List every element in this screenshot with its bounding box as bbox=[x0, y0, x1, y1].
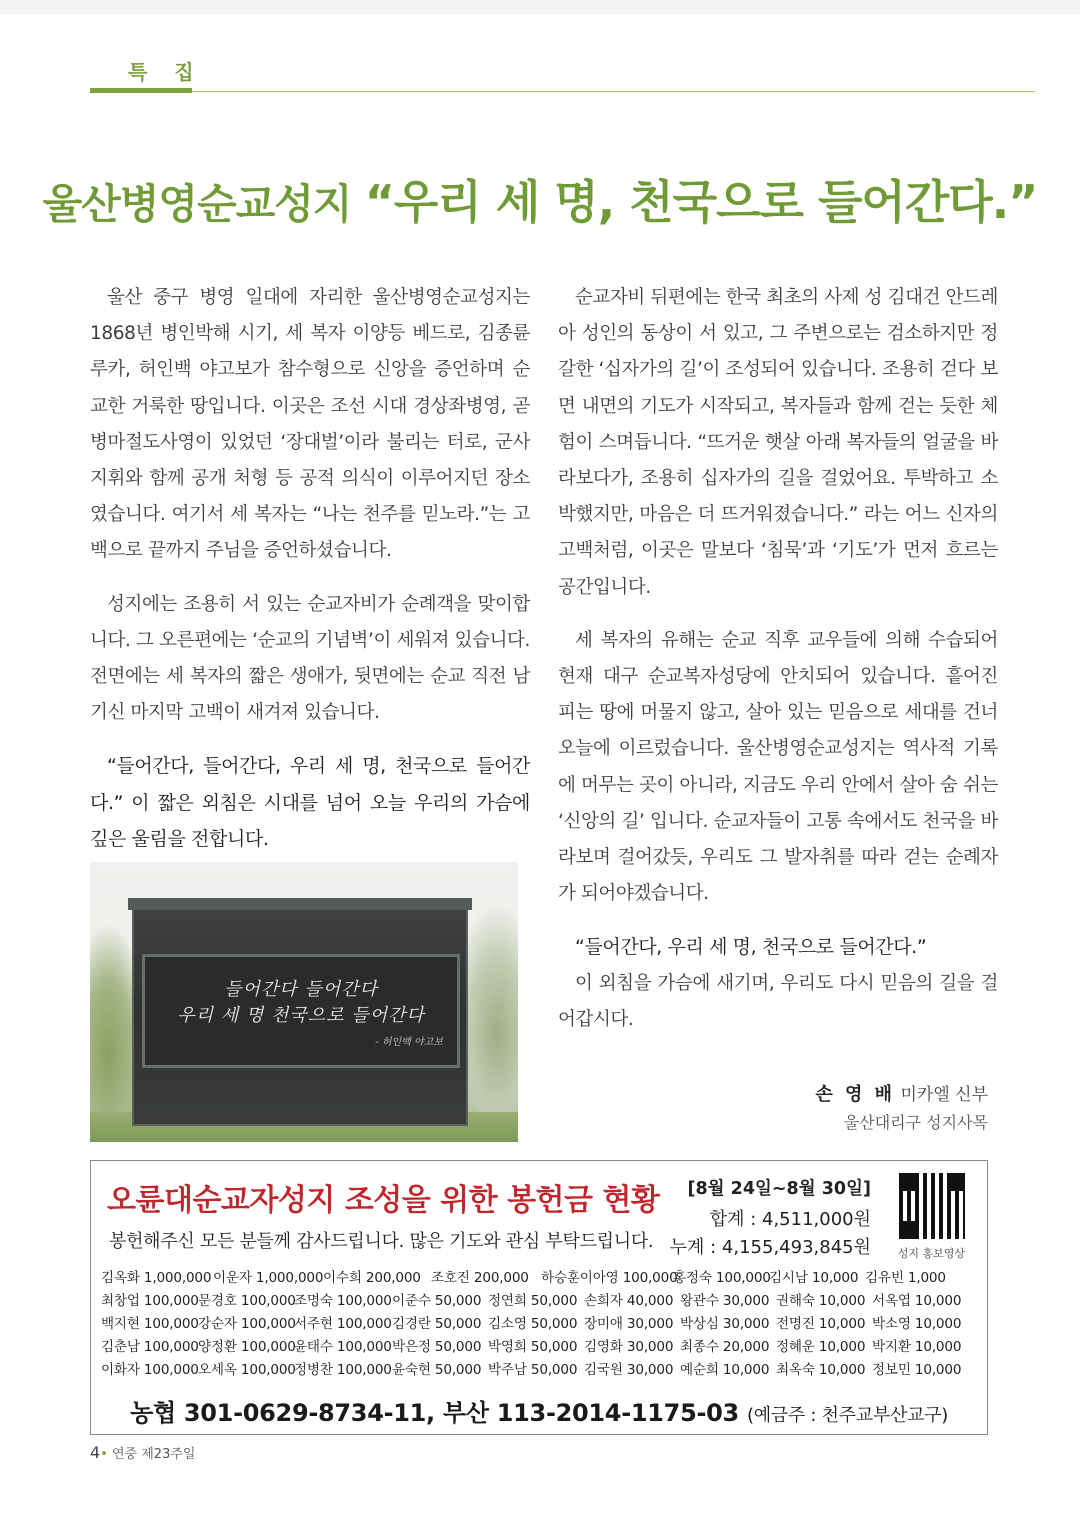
headline bbox=[0, 166, 1080, 232]
inscription-line1: 들어간다 들어간다 bbox=[224, 979, 378, 1000]
donor-entry: 김국원 30,000 bbox=[584, 1362, 674, 1378]
donor-entry: 전명진 10,000 bbox=[776, 1316, 866, 1332]
donor-entry: 윤숙현 50,000 bbox=[392, 1362, 482, 1378]
donor-entry: 조명숙 100,000 bbox=[294, 1293, 392, 1309]
donor-entry: 김춘남 100,000 bbox=[101, 1339, 199, 1355]
donor-entry: 이운자 1,000,000 bbox=[213, 1270, 324, 1286]
donor-entry: 손희자 40,000 bbox=[584, 1293, 674, 1309]
qr-caption: 성지 홍보영상 bbox=[897, 1247, 965, 1260]
donor-entry: 박은정 50,000 bbox=[392, 1339, 482, 1355]
donor-entry: 윤태수 100,000 bbox=[294, 1339, 392, 1355]
qr-code-icon[interactable] bbox=[899, 1173, 965, 1239]
donation-subtitle: 봉헌해주신 모든 분들께 감사드립니다. 많은 기도와 관심 부탁드립니다. bbox=[109, 1231, 654, 1252]
donation-title: 오륜대순교자성지 조성을 위한 봉헌금 현황 bbox=[107, 1183, 660, 1218]
donor-entry: 강순자 100,000 bbox=[198, 1316, 296, 1332]
account-holder: (예금주 : 천주교부산교구) bbox=[747, 1405, 948, 1426]
author-name: 손 영 배 bbox=[815, 1084, 896, 1105]
author-title: 미카엘 신부 bbox=[900, 1085, 988, 1105]
inscription-panel bbox=[142, 954, 460, 1068]
headline-quote: “우리 세 명, 천국으로 들어간다.” bbox=[364, 175, 1038, 229]
author-block bbox=[815, 1080, 988, 1133]
page-footer bbox=[90, 1443, 195, 1462]
section-divider bbox=[90, 91, 1035, 92]
footer-text: 연중 제23주일 bbox=[112, 1447, 196, 1462]
donor-entry: 이수희 200,000 bbox=[323, 1270, 421, 1286]
donor-row bbox=[101, 1359, 981, 1382]
top-bar bbox=[0, 0, 1080, 14]
paragraph: 성지에는 조용히 서 있는 순교자비가 순례객을 맞이합니다. 그 오른편에는 ‘순교의 기념벽’이 세워져 있습니다. 전면에는 세 복자의 짧은 생애가, 뒷면에는 순교 직전 남기신 마지막 고백이 새겨져 있습니다. bbox=[90, 593, 530, 724]
donation-cumulative: 누계 : 4,155,493,845원 bbox=[669, 1237, 871, 1258]
donor-entry: 김유빈 1,000 bbox=[865, 1270, 946, 1286]
bank-account bbox=[91, 1393, 987, 1428]
quote-paragraph: “들어간다, 우리 세 명, 천국으로 들어간다.” bbox=[575, 936, 927, 959]
paragraph: 순교자비 뒤편에는 한국 최초의 사제 성 김대건 안드레아 성인의 동상이 서 있고, 그 주변으로는 검소하지만 정갈한 ‘십자가의 길’이 조성되어 있습니다. 조용히 걷다 보면 내면의 기도가 시작되고, 복자들과 함께 걷는 듯한 체험이 스며듭니다. “뜨거운 햇살 아래 복자들의 얼굴을 바라보다가, 조용히 십자가의 길을 걸었어요. 투박하고 소박했지만, 마음은 더 뜨거워졌습니다.” 라는 어느 신자의 고백처럼, 이곳은 말보다 ‘침묵’과 ‘기도’가 먼저 흐르는 공간입니다. bbox=[558, 287, 998, 598]
donor-entry: 김옥화 1,000,000 bbox=[101, 1270, 212, 1286]
donation-period: [8월 24일~8월 30일] bbox=[687, 1179, 871, 1199]
closing-paragraph: 이 외침을 가슴에 새기며, 우리도 다시 믿음의 길을 걸어갑시다. bbox=[558, 972, 998, 1030]
paragraph: 울산 중구 병영 일대에 자리한 울산병영순교성지는 1868년 병인박해 시기, 세 복자 이양등 베드로, 김종륜 루카, 허인백 야고보가 참수형으로 신앙을 증언하며 순교한 거룩한 땅입니다. 이곳은 조선 시대 경상좌병영, 곧 병마절도사영이 있었던 ‘장대벌’이라 불리는 터로, 군사 지휘와 함께 공개 처형 등 공적 의식이 이루어지던 장소였습니다. 여기서 세 복자는 “나는 천주를 믿노라.”는 고백으로 끝까지 주님을 증언하셨습니다. bbox=[90, 287, 530, 562]
wall-cap bbox=[128, 898, 472, 910]
memorial-wall bbox=[132, 906, 468, 1126]
donor-entry: 정혜운 10,000 bbox=[776, 1339, 866, 1355]
quote-paragraph: “들어간다, 들어간다, 우리 세 명, 천국으로 들어간다.” 이 짧은 외침은 시대를 넘어 오늘 우리의 가슴에 깊은 울림을 전합니다. bbox=[90, 755, 530, 850]
headline-place: 울산병영순교성지 bbox=[42, 180, 352, 228]
donor-entry: 최옥숙 10,000 bbox=[776, 1362, 866, 1378]
donor-row bbox=[101, 1267, 981, 1290]
section-label: 특 집 bbox=[128, 60, 204, 84]
donor-row bbox=[101, 1290, 981, 1313]
bullet-icon: • bbox=[100, 1447, 108, 1462]
donor-entry: 하승훈이아영 100,000 bbox=[541, 1270, 678, 1286]
donor-entry: 왕관수 30,000 bbox=[680, 1293, 770, 1309]
inscription-signature: - 허인백 야고보 bbox=[375, 1037, 443, 1048]
donor-entry: 박지환 10,000 bbox=[872, 1339, 962, 1355]
right-column bbox=[558, 280, 998, 1055]
donor-entry: 이화자 100,000 bbox=[101, 1362, 199, 1378]
author-org: 울산대리구 성지사목 bbox=[843, 1113, 988, 1132]
donor-entry: 문경호 100,000 bbox=[198, 1293, 296, 1309]
donor-entry: 백지현 100,000 bbox=[101, 1316, 199, 1332]
left-column bbox=[90, 280, 530, 874]
donor-entry: 박주남 50,000 bbox=[488, 1362, 578, 1378]
donor-row bbox=[101, 1336, 981, 1359]
donor-entry: 장미애 30,000 bbox=[584, 1316, 674, 1332]
donor-entry: 박소영 10,000 bbox=[872, 1316, 962, 1332]
donor-entry: 김시남 10,000 bbox=[769, 1270, 859, 1286]
donor-entry: 김경란 50,000 bbox=[392, 1316, 482, 1332]
donor-entry: 양정환 100,000 bbox=[198, 1339, 296, 1355]
donor-entry: 권해숙 10,000 bbox=[776, 1293, 866, 1309]
donor-entry: 서주현 100,000 bbox=[294, 1316, 392, 1332]
donor-list bbox=[101, 1267, 981, 1382]
donor-entry: 최창업 100,000 bbox=[101, 1293, 199, 1309]
donor-entry: 박상심 30,000 bbox=[680, 1316, 770, 1332]
donor-entry: 예순희 10,000 bbox=[680, 1362, 770, 1378]
paragraph: 세 복자의 유해는 순교 직후 교우들에 의해 수습되어 현재 대구 순교복자성당에 안치되어 있습니다. 흩어진 피는 땅에 머물지 않고, 살아 있는 믿음으로 세대를 건너 오늘에 이르렀습니다. 울산병영순교성지는 역사적 기록에 머무는 곳이 아니라, 지금도 우리 안에서 살아 숨 쉬는 ‘신앙의 길’ 입니다. 순교자들이 고통 속에서도 천국을 바라보며 걸어갔듯, 우리도 그 발자취를 따라 걷는 순례자가 되어야겠습니다. bbox=[558, 629, 998, 905]
donor-entry: 이준수 50,000 bbox=[392, 1293, 482, 1309]
donor-entry: 김소영 50,000 bbox=[488, 1316, 578, 1332]
section-accent-bar bbox=[90, 88, 192, 93]
donor-entry: 서옥엽 10,000 bbox=[872, 1293, 962, 1309]
donor-entry: 김영화 30,000 bbox=[584, 1339, 674, 1355]
donor-entry: 최종수 20,000 bbox=[680, 1339, 770, 1355]
account-numbers: 농협 301-0629-8734-11, 부산 113-2014-1175-03 bbox=[130, 1399, 739, 1427]
donor-entry: 홍정숙 100,000 bbox=[673, 1270, 771, 1286]
donor-entry: 정보민 10,000 bbox=[872, 1362, 962, 1378]
donation-box bbox=[90, 1160, 988, 1435]
page-number: 4 bbox=[90, 1443, 101, 1462]
inscription-line2: 우리 세 명 천국으로 들어간다 bbox=[177, 1005, 425, 1026]
donor-row bbox=[101, 1313, 981, 1336]
donor-entry: 조호진 200,000 bbox=[431, 1270, 529, 1286]
donor-entry: 정병찬 100,000 bbox=[294, 1362, 392, 1378]
donor-entry: 정연희 50,000 bbox=[488, 1293, 578, 1309]
donor-entry: 오세옥 100,000 bbox=[198, 1362, 296, 1378]
donor-entry: 박영희 50,000 bbox=[488, 1339, 578, 1355]
donation-total: 합계 : 4,511,000원 bbox=[709, 1209, 871, 1230]
memorial-wall-photo bbox=[90, 862, 518, 1142]
